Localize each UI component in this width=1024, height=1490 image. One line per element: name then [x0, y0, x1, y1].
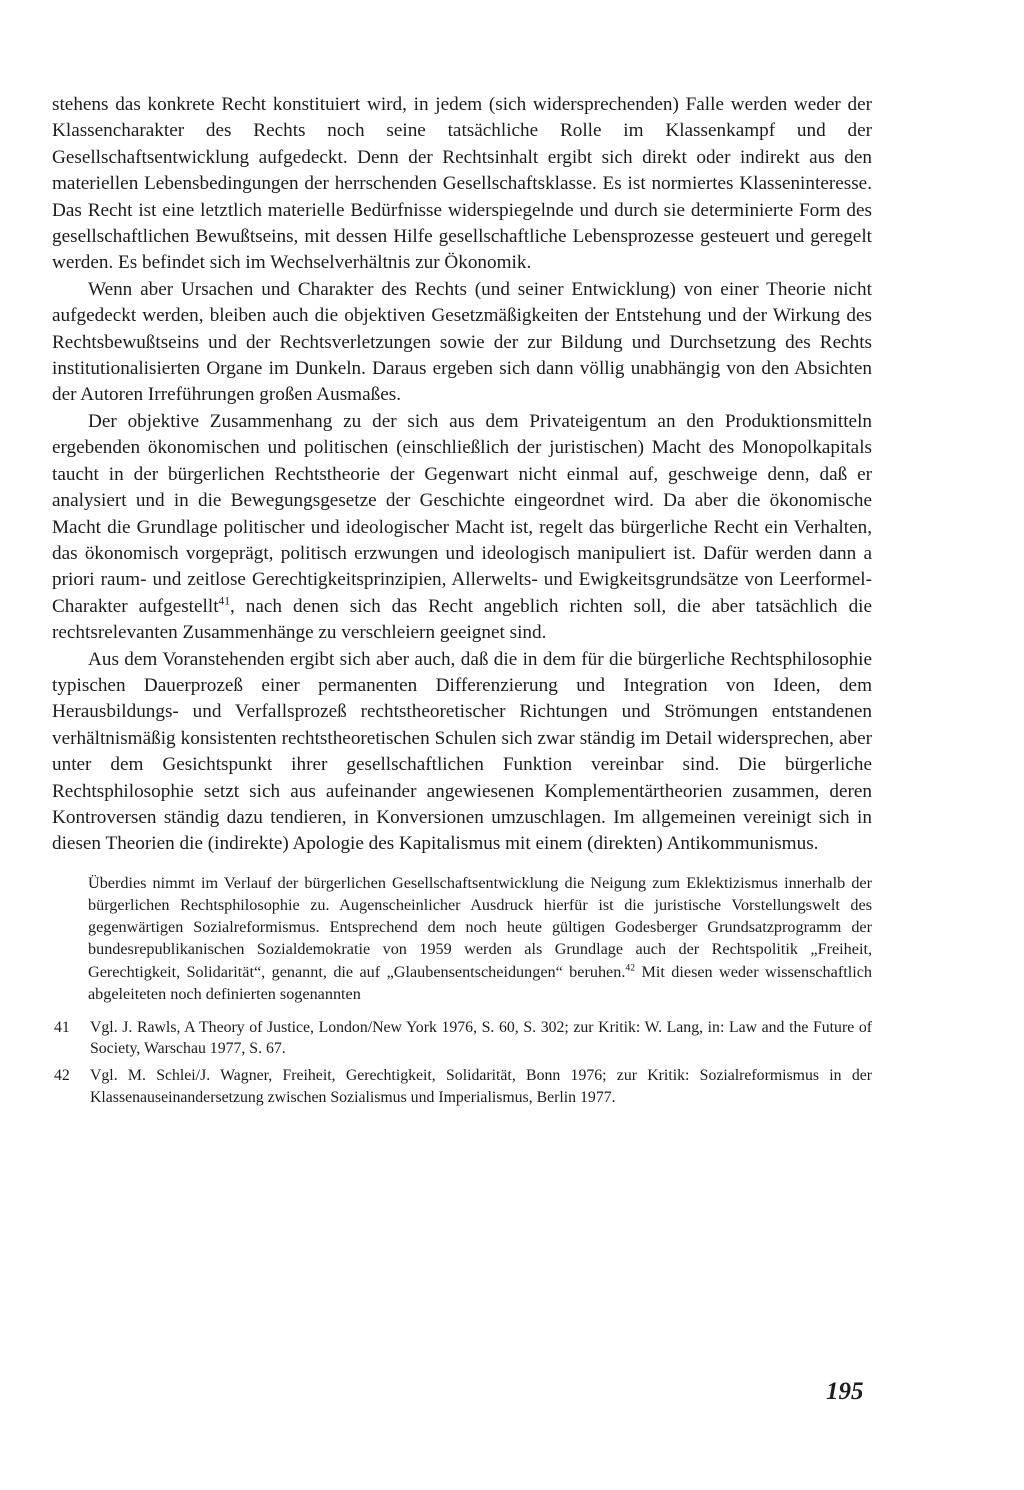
footnote-number: 41: [54, 1019, 70, 1036]
footnotes: [52, 1017, 872, 1108]
page-number: 195: [826, 1378, 864, 1405]
paragraph-3: [52, 409, 872, 647]
paragraph-3-text-before: Der objektive Zusammenhang zu der sich aus dem Privateigentum an den Produktionsmitteln ergebenden ökonomischen und politischen (einschließlich der juristischen) Macht des Monopolkapitals taucht in der bürgerlichen Rechtstheorie der Gegenwart nicht einmal auf, geschweige denn, daß er analysiert und in die Bewegungsgesetze der Geschichte eingeordnet wird. Da aber die ökonomische Macht die Grundlage politischer und ideologischer Macht ist, regelt das bürgerliche Recht ein Verhalten, das ökonomisch vorgeprägt, politisch erzwungen und ideologisch manipuliert ist. Dafür werden dann a priori raum- und zeitlose Gerechtigkeitsprinzipien, Allerwelts- und Ewigkeitsgrundsätze von Leerformel-Charakter aufgestellt: [52, 410, 872, 617]
paragraph-4: Aus dem Voranstehenden ergibt sich aber auch, daß die in dem für die bürgerliche Rechtsphilosophie typischen Dauerprozeß einer permanenten Differenzierung und Integration von Ideen, dem Herausbildungs- und Verfallsprozeß rechtstheoretischer Richtungen und Strömungen entstandenen verhältnismäßig konsistenten rechtstheoretischen Schulen sich zwar ständig im Detail widersprechen, aber unter dem Gesichtspunkt ihrer gesellschaftlichen Funktion vereinbar sind. Die bürgerliche Rechtsphilosophie setzt sich aus aufeinander angewiesenen Komplementärtheorien zusammen, deren Kontroversen ständig dazu tendieren, in Konversionen umzuschlagen. Im allgemeinen vereinigt sich in diesen Theorien die (indirekte) Apologie des Kapitalismus mit einem (direkten) Antikommunismus.: [52, 648, 872, 855]
footnote-ref-41[interactable]: 41: [218, 595, 231, 608]
paragraph-2: Wenn aber Ursachen und Charakter des Rechts (und seiner Entwicklung) von einer Theorie nicht aufgedeckt werden, bleiben auch die objektiven Gesetzmäßigkeiten der Entstehung und der Wirkung des Rechtsbewußtseins und der Rechtsverletzungen sowie der zur Bildung und Durchsetzung des Rechts institutionalisierten Organe im Dunkeln. Daraus ergeben sich dann völlig unabhängig von den Absichten der Autoren Irreführungen großen Ausmaßes.: [52, 278, 872, 406]
main-text: [52, 92, 872, 858]
small-paragraph-text-before: Überdies nimmt im Verlauf der bürgerlichen Gesellschaftsentwicklung die Neigung zum Eklektizismus innerhalb der bürgerlichen Rechtsphilosophie zu. Augenscheinlicher Ausdruck hierfür ist die juristische Vorstellungswelt des gegenwärtigen Sozialreformismus. Entsprechend dem noch heute gültigen Godesberger Grundsatzprogramm der bundesrepublikanischen Sozialdemokratie von 1959 werden als Grundlage auch der Rechtspolitik „Freiheit, Gerechtigkeit, Solidarität“, genannt, die auf „Glaubensentscheidungen“ beruhen.: [88, 873, 872, 981]
paragraph-3-text-after: , nach denen sich das Recht angeblich richten soll, die aber tatsächlich die rechtsrelevanten Zusammenhänge zu verschleiern geeignet sind.: [52, 595, 873, 644]
small-paragraph: [88, 872, 872, 1005]
footnote-42: [52, 1065, 872, 1107]
paragraph-1: stehens das konkrete Recht konstituiert wird, in jedem (sich widersprechenden) Falle werden weder der Klassencharakter des Rechts noch seine tatsächliche Rolle im Klassenkampf und der Gesellschaftsentwicklung aufgedeckt. Denn der Rechtsinhalt ergibt sich direkt oder indirekt aus den materiellen Lebensbedingungen der herrschenden Gesellschaftsklasse. Es ist normiertes Klasseninteresse. Das Recht ist eine letztlich materielle Bedürfnisse widerspiegelnde und durch sie determinierte Form des gesellschaftlichen Bewußtseins, mit dessen Hilfe gesellschaftliche Lebensprozesse gesteuert und geregelt werden. Es befindet sich im Wechselverhältnis zur Ökonomik.: [52, 94, 872, 274]
footnote-41: [52, 1017, 872, 1059]
page-content: [52, 92, 872, 1114]
footnote-ref-42[interactable]: 42: [625, 962, 636, 974]
footnote-text: Vgl. J. Rawls, A Theory of Justice, London/New York 1976, S. 60, S. 302; zur Kritik: W. Lang, in: Law and the Future of Society, Warschau 1977, S. 67.: [90, 1019, 872, 1058]
footnote-text: Vgl. M. Schlei/J. Wagner, Freiheit, Gerechtigkeit, Solidarität, Bonn 1976; zur Kritik: Sozialreformismus in der Klassenauseinandersetzung zwischen Sozialismus und Imperialismus, Berlin 1977.: [90, 1067, 872, 1106]
small-print-paragraph: [52, 872, 872, 1005]
small-paragraph-text-after: Mit diesen weder wissenschaftlich abgeleiteten noch definierten sogenannten: [88, 962, 873, 1003]
footnote-number: 42: [54, 1067, 70, 1085]
